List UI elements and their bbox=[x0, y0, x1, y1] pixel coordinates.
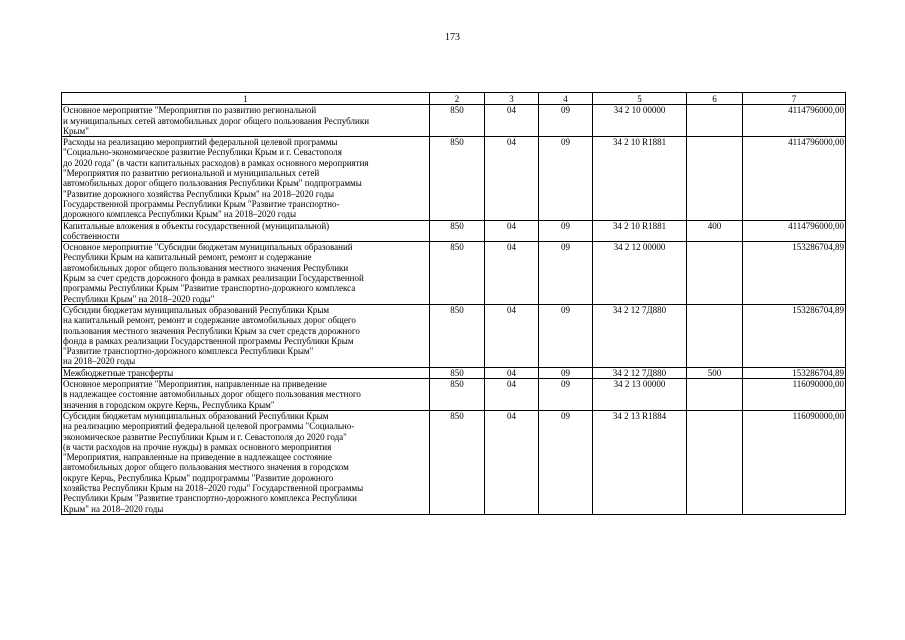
target-article-code: 34 2 12 7Д880 bbox=[593, 367, 687, 378]
expense-type-code bbox=[687, 105, 743, 137]
expense-type-code bbox=[687, 304, 743, 367]
target-article-code: 34 2 13 00000 bbox=[593, 379, 687, 411]
section-code: 04 bbox=[485, 410, 539, 514]
section-code: 04 bbox=[485, 220, 539, 242]
section-code: 04 bbox=[485, 367, 539, 378]
budget-table bbox=[61, 92, 846, 515]
amount: 116090000,00 bbox=[743, 410, 846, 514]
expense-name: Субсидии бюджетам муниципальных образований Республики Крым на капитальный ремонт, ремонт и содержание автомобильных дорог общего пользования местного значения Республики Крым за счет средств дорожного фонда в рамках реализации Государственной программы Республики Крым "Развитие транспортно-дорожного комплекса Республики Крым" на 2018–2020 годы bbox=[62, 304, 430, 367]
subsection-code: 09 bbox=[539, 379, 593, 411]
amount: 153286704,89 bbox=[743, 242, 846, 305]
section-code: 04 bbox=[485, 304, 539, 367]
expense-type-code bbox=[687, 242, 743, 305]
expense-name: Основное мероприятие "Субсидии бюджетам муниципальных образований Республики Крым на капитальный ремонт, ремонт и содержание автомобильных дорог общего пользования местного значения Республики Крым за счет средств дорожного фонда в рамках реализации Государственной программы Республики Крым "Развитие транспортно-дорожного комплекса Республики Крым" на 2018–2020 годы" bbox=[62, 242, 430, 305]
table-row bbox=[62, 105, 846, 137]
subsection-code: 09 bbox=[539, 137, 593, 220]
grbs-code: 850 bbox=[430, 220, 485, 242]
subsection-code: 09 bbox=[539, 220, 593, 242]
section-code: 04 bbox=[485, 137, 539, 220]
expense-type-code: 500 bbox=[687, 367, 743, 378]
expense-type-code bbox=[687, 410, 743, 514]
table-row bbox=[62, 304, 846, 367]
target-article-code: 34 2 10 R1881 bbox=[593, 220, 687, 242]
grbs-code: 850 bbox=[430, 367, 485, 378]
target-article-code: 34 2 10 R1881 bbox=[593, 137, 687, 220]
table-row bbox=[62, 379, 846, 411]
subsection-code: 09 bbox=[539, 304, 593, 367]
grbs-code: 850 bbox=[430, 304, 485, 367]
amount: 153286704,89 bbox=[743, 304, 846, 367]
column-header: 6 bbox=[687, 93, 743, 105]
amount: 153286704,89 bbox=[743, 367, 846, 378]
expense-type-code: 400 bbox=[687, 220, 743, 242]
amount: 4114796000,00 bbox=[743, 137, 846, 220]
table-row bbox=[62, 137, 846, 220]
expense-type-code bbox=[687, 379, 743, 411]
column-header: 2 bbox=[430, 93, 485, 105]
table-row bbox=[62, 410, 846, 514]
target-article-code: 34 2 12 7Д880 bbox=[593, 304, 687, 367]
column-header: 5 bbox=[593, 93, 687, 105]
target-article-code: 34 2 12 00000 bbox=[593, 242, 687, 305]
grbs-code: 850 bbox=[430, 242, 485, 305]
amount: 116090000,00 bbox=[743, 379, 846, 411]
target-article-code: 34 2 13 R1884 bbox=[593, 410, 687, 514]
expense-type-code bbox=[687, 137, 743, 220]
section-code: 04 bbox=[485, 105, 539, 137]
expense-name: Расходы на реализацию мероприятий федеральной целевой программы "Социально-экономическое развитие Республики Крым и г. Севастополя до 2020 года" (в части капитальных расходов) в рамках основного мероприятия "Мероприятия по развитию региональной и муниципальных сетей автомобильных дорог общего пользования Республики Крым" подпрограммы "Развитие дорожного хозяйства Республики Крым" на 2018–2020 годы Государственной программы Республики Крым "Развитие транспортно- дорожного комплекса Республики Крым" на 2018–2020 годы bbox=[62, 137, 430, 220]
column-header: 7 bbox=[743, 93, 846, 105]
grbs-code: 850 bbox=[430, 105, 485, 137]
expense-name: Субсидия бюджетам муниципальных образований Республики Крым на реализацию мероприятий федеральной целевой программы "Социально- экономическое развитие Республики Крым и г. Севастополя до 2020 года" (в части расходов на прочие нужды) в рамках основного мероприятия "Мероприятия, направленные на приведение в надлежащее состояние автомобильных дорог общего пользования местного значения в городском округе Керчь, Республика Крым" подпрограммы "Развитие дорожного хозяйства Республики Крым на 2018–2020 годы" Государственной программы Республики Крым "Развитие транспортно-дорожного комплекса Республики Крым" на 2018–2020 годы bbox=[62, 410, 430, 514]
grbs-code: 850 bbox=[430, 137, 485, 220]
expense-name: Капитальные вложения в объекты государственной (муниципальной) собственности bbox=[62, 220, 430, 242]
subsection-code: 09 bbox=[539, 242, 593, 305]
table-row bbox=[62, 242, 846, 305]
grbs-code: 850 bbox=[430, 410, 485, 514]
subsection-code: 09 bbox=[539, 367, 593, 378]
subsection-code: 09 bbox=[539, 105, 593, 137]
section-code: 04 bbox=[485, 242, 539, 305]
page-number: 173 bbox=[445, 32, 460, 43]
subsection-code: 09 bbox=[539, 410, 593, 514]
table-row bbox=[62, 367, 846, 378]
grbs-code: 850 bbox=[430, 379, 485, 411]
expense-name: Основное мероприятие "Мероприятия по развитию региональной и муниципальных сетей автомобильных дорог общего пользования Республики Крым" bbox=[62, 105, 430, 137]
column-header: 1 bbox=[62, 93, 430, 105]
amount: 4114796000,00 bbox=[743, 105, 846, 137]
column-number-row bbox=[62, 93, 846, 105]
section-code: 04 bbox=[485, 379, 539, 411]
target-article-code: 34 2 10 00000 bbox=[593, 105, 687, 137]
column-header: 3 bbox=[485, 93, 539, 105]
amount: 4114796000,00 bbox=[743, 220, 846, 242]
table-row bbox=[62, 220, 846, 242]
expense-name: Основное мероприятие "Мероприятия, направленные на приведение в надлежащее состояние автомобильных дорог общего пользования местного значения в городском округе Керчь, Республика Крым" bbox=[62, 379, 430, 411]
column-header: 4 bbox=[539, 93, 593, 105]
expense-name: Межбюджетные трансферты bbox=[62, 367, 430, 378]
